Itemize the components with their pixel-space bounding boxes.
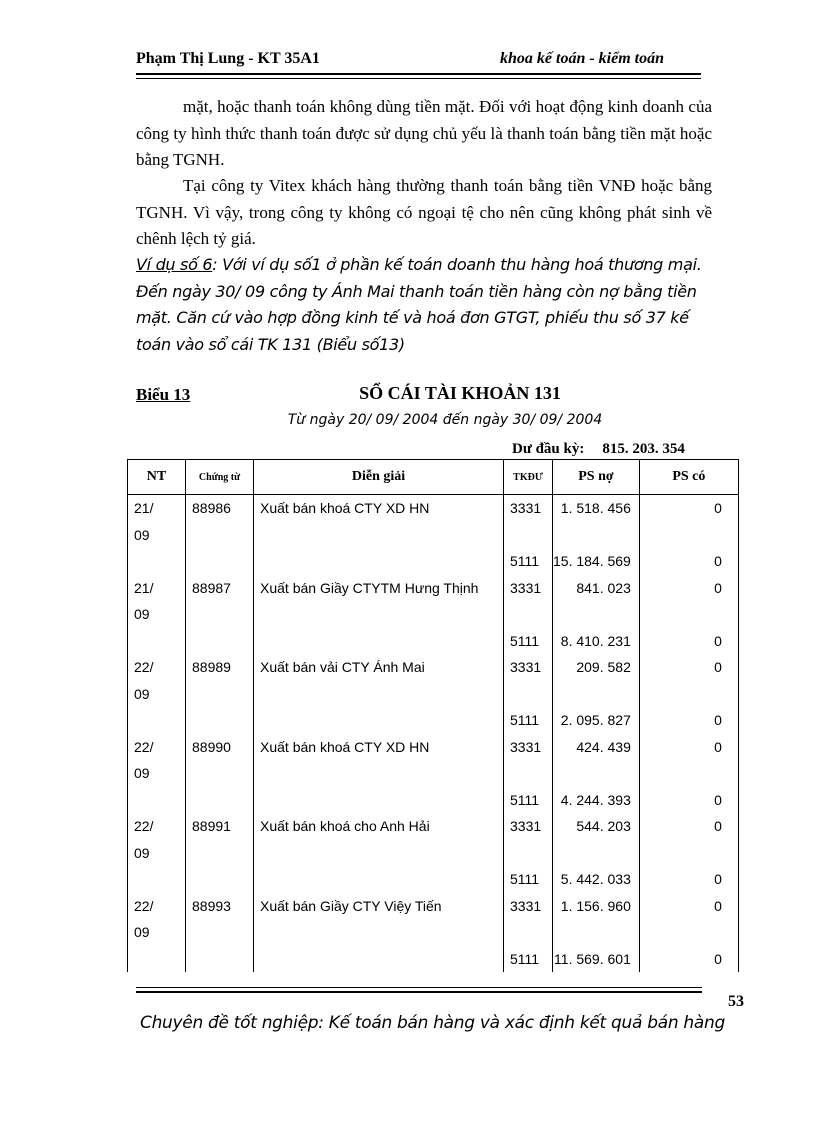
ledger-table bbox=[127, 459, 739, 972]
cell-description: Xuất bán Giầy CTY Việy Tiến bbox=[254, 893, 504, 920]
cell-debit: 15. 184. 569 bbox=[553, 548, 640, 575]
cell-account: 5111 bbox=[504, 628, 553, 655]
cell-description bbox=[254, 946, 504, 973]
cell-voucher bbox=[186, 707, 254, 734]
cell-account bbox=[504, 522, 553, 549]
table-row bbox=[128, 760, 739, 787]
ledger-date-range: Từ ngày 20/ 09/ 2004 đến ngày 30/ 09/ 2004 bbox=[287, 412, 603, 428]
cell-account: 5111 bbox=[504, 866, 553, 893]
cell-credit: 0 bbox=[639, 787, 738, 814]
cell-description bbox=[254, 628, 504, 655]
cell-credit: 0 bbox=[639, 548, 738, 575]
cell-debit: 841. 023 bbox=[553, 575, 640, 602]
cell-credit bbox=[639, 681, 738, 708]
cell-description bbox=[254, 919, 504, 946]
cell-description bbox=[254, 840, 504, 867]
cell-debit: 424. 439 bbox=[553, 734, 640, 761]
table-row bbox=[128, 548, 739, 575]
cell-debit bbox=[553, 840, 640, 867]
ledger-label: Biểu 13 bbox=[136, 385, 191, 404]
cell-debit: 5. 442. 033 bbox=[553, 866, 640, 893]
cell-voucher: 88987 bbox=[186, 575, 254, 602]
cell-debit: 1. 518. 456 bbox=[553, 495, 640, 522]
table-row bbox=[128, 946, 739, 973]
cell-date: 09 bbox=[128, 919, 186, 946]
cell-date: 22/ bbox=[128, 734, 186, 761]
cell-date bbox=[128, 548, 186, 575]
cell-date: 21/ bbox=[128, 575, 186, 602]
cell-credit bbox=[639, 760, 738, 787]
table-row bbox=[128, 522, 739, 549]
cell-account bbox=[504, 681, 553, 708]
table-row bbox=[128, 681, 739, 708]
cell-date bbox=[128, 707, 186, 734]
table-row bbox=[128, 840, 739, 867]
cell-credit: 0 bbox=[639, 946, 738, 973]
cell-voucher bbox=[186, 681, 254, 708]
header-rule-thick bbox=[136, 73, 701, 75]
cell-voucher bbox=[186, 919, 254, 946]
cell-debit: 2. 095. 827 bbox=[553, 707, 640, 734]
opening-balance-label: Dư đầu kỳ: bbox=[512, 441, 585, 457]
cell-debit: 1. 156. 960 bbox=[553, 893, 640, 920]
ledger-title: SỔ CÁI TÀI KHOẢN 131 bbox=[359, 383, 561, 403]
cell-debit bbox=[553, 760, 640, 787]
cell-debit bbox=[553, 681, 640, 708]
cell-date: 21/ bbox=[128, 495, 186, 522]
cell-account: 3331 bbox=[504, 654, 553, 681]
cell-description bbox=[254, 866, 504, 893]
table-row bbox=[128, 813, 739, 840]
example-label: Ví dụ số 6 bbox=[136, 255, 213, 274]
header-author: Phạm Thị Lung - KT 35A1 bbox=[136, 50, 320, 67]
cell-account bbox=[504, 840, 553, 867]
cell-account: 5111 bbox=[504, 707, 553, 734]
cell-credit bbox=[639, 522, 738, 549]
cell-account: 5111 bbox=[504, 946, 553, 973]
ledger-header-row bbox=[128, 460, 739, 495]
cell-description bbox=[254, 787, 504, 814]
opening-balance bbox=[512, 441, 685, 458]
cell-voucher bbox=[186, 522, 254, 549]
cell-voucher bbox=[186, 946, 254, 973]
cell-description: Xuất bán khoá CTY XD HN bbox=[254, 495, 504, 522]
cell-debit: 8. 410. 231 bbox=[553, 628, 640, 655]
cell-date: 09 bbox=[128, 522, 186, 549]
cell-date: 09 bbox=[128, 760, 186, 787]
header-rule-thin bbox=[136, 78, 701, 79]
cell-credit: 0 bbox=[639, 495, 738, 522]
cell-credit: 0 bbox=[639, 866, 738, 893]
page-number: 53 bbox=[728, 993, 744, 1010]
cell-account bbox=[504, 919, 553, 946]
cell-account: 3331 bbox=[504, 734, 553, 761]
cell-date: 09 bbox=[128, 601, 186, 628]
paragraph-2 bbox=[136, 173, 712, 253]
cell-description: Xuất bán vải CTY Ánh Mai bbox=[254, 654, 504, 681]
col-header-nt: NT bbox=[128, 460, 186, 495]
cell-voucher: 88993 bbox=[186, 893, 254, 920]
cell-debit bbox=[553, 919, 640, 946]
col-header-account: TKĐƯ bbox=[504, 460, 553, 495]
footer-rule-thick bbox=[136, 991, 702, 993]
cell-account bbox=[504, 601, 553, 628]
cell-credit bbox=[639, 601, 738, 628]
cell-description bbox=[254, 548, 504, 575]
cell-credit: 0 bbox=[639, 734, 738, 761]
cell-date bbox=[128, 866, 186, 893]
cell-description bbox=[254, 760, 504, 787]
cell-account bbox=[504, 760, 553, 787]
table-row bbox=[128, 575, 739, 602]
cell-description: Xuất bán Giầy CTYTM Hưng Thịnh bbox=[254, 575, 504, 602]
table-row bbox=[128, 707, 739, 734]
cell-account: 3331 bbox=[504, 575, 553, 602]
cell-debit: 209. 582 bbox=[553, 654, 640, 681]
cell-date: 22/ bbox=[128, 813, 186, 840]
cell-description bbox=[254, 522, 504, 549]
table-row bbox=[128, 654, 739, 681]
paragraph-2-text: Tại công ty Vitex khách hàng thường thanh toán bằng tiền VNĐ hoặc bằng TGNH. Vì vậy, trong công ty không có ngoại tệ cho nên cũng không phát sinh về chênh lệch tỷ giá. bbox=[136, 176, 712, 248]
cell-description: Xuất bán khoá CTY XD HN bbox=[254, 734, 504, 761]
cell-credit bbox=[639, 919, 738, 946]
cell-voucher bbox=[186, 601, 254, 628]
cell-account: 5111 bbox=[504, 787, 553, 814]
table-row bbox=[128, 919, 739, 946]
cell-debit: 4. 244. 393 bbox=[553, 787, 640, 814]
example-text: : Với ví dụ số1 ở phần kế toán doanh thu hàng hoá thương mại. Đến ngày 30/ 09 công ty Ánh Mai thanh toán tiền hàng còn nợ bằng tiền mặt. Căn cứ vào hợp đồng kinh tế và hoá đơn GTGT, phiếu thu số 37 kế toán vào sổ cái TK 131 (Biểu số13) bbox=[136, 255, 702, 354]
cell-date: 22/ bbox=[128, 893, 186, 920]
cell-date: 09 bbox=[128, 840, 186, 867]
cell-voucher bbox=[186, 866, 254, 893]
cell-description bbox=[254, 681, 504, 708]
cell-voucher: 88989 bbox=[186, 654, 254, 681]
cell-credit: 0 bbox=[639, 813, 738, 840]
footer-text: Chuyên đề tốt nghiệp: Kế toán bán hàng và xác định kết quả bán hàng bbox=[140, 1013, 725, 1033]
opening-balance-value: 815. 203. 354 bbox=[602, 441, 685, 457]
paragraph-1 bbox=[136, 94, 712, 174]
cell-description bbox=[254, 601, 504, 628]
col-header-voucher: Chứng từ bbox=[186, 460, 254, 495]
cell-credit: 0 bbox=[639, 707, 738, 734]
cell-voucher bbox=[186, 787, 254, 814]
cell-account: 3331 bbox=[504, 893, 553, 920]
table-row bbox=[128, 787, 739, 814]
table-row bbox=[128, 601, 739, 628]
cell-date: 22/ bbox=[128, 654, 186, 681]
table-row bbox=[128, 495, 739, 522]
cell-debit bbox=[553, 601, 640, 628]
cell-credit bbox=[639, 840, 738, 867]
cell-debit: 11. 569. 601 bbox=[553, 946, 640, 973]
cell-credit: 0 bbox=[639, 654, 738, 681]
col-header-description: Diễn giải bbox=[254, 460, 504, 495]
cell-voucher: 88986 bbox=[186, 495, 254, 522]
table-row bbox=[128, 893, 739, 920]
table-row bbox=[128, 734, 739, 761]
cell-voucher bbox=[186, 548, 254, 575]
cell-date bbox=[128, 787, 186, 814]
cell-description: Xuất bán khoá cho Anh Hải bbox=[254, 813, 504, 840]
table-row bbox=[128, 628, 739, 655]
cell-account: 3331 bbox=[504, 495, 553, 522]
example-paragraph bbox=[136, 252, 712, 358]
cell-date bbox=[128, 946, 186, 973]
cell-voucher bbox=[186, 628, 254, 655]
col-header-credit: PS có bbox=[639, 460, 738, 495]
cell-voucher bbox=[186, 840, 254, 867]
paragraph-1-text: mặt, hoặc thanh toán không dùng tiền mặt. Đối với hoạt động kinh doanh của công ty hình thức thanh toán được sử dụng chủ yếu là thanh toán bằng tiền mặt hoặc bằng TGNH. bbox=[136, 97, 712, 169]
footer-rule-thin bbox=[136, 987, 702, 988]
cell-debit bbox=[553, 522, 640, 549]
cell-account: 3331 bbox=[504, 813, 553, 840]
cell-credit: 0 bbox=[639, 575, 738, 602]
cell-voucher: 88991 bbox=[186, 813, 254, 840]
table-row bbox=[128, 866, 739, 893]
header-department: khoa kế toán - kiểm toán bbox=[500, 50, 665, 67]
cell-debit: 544. 203 bbox=[553, 813, 640, 840]
cell-credit: 0 bbox=[639, 893, 738, 920]
col-header-debit: PS nợ bbox=[553, 460, 640, 495]
cell-description bbox=[254, 707, 504, 734]
cell-voucher bbox=[186, 760, 254, 787]
cell-account: 5111 bbox=[504, 548, 553, 575]
cell-voucher: 88990 bbox=[186, 734, 254, 761]
cell-date bbox=[128, 628, 186, 655]
cell-date: 09 bbox=[128, 681, 186, 708]
cell-credit: 0 bbox=[639, 628, 738, 655]
